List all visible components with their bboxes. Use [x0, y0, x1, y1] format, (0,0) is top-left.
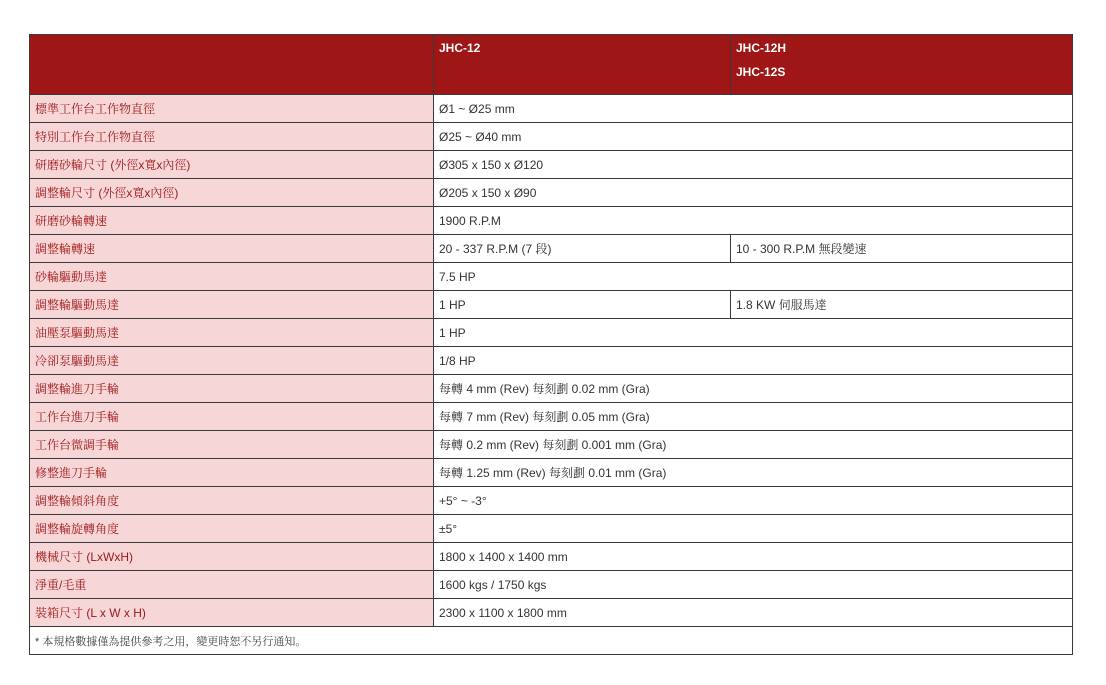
table-row [30, 263, 1073, 291]
spec-label: 調整輪驅動馬達 [30, 291, 434, 319]
spec-value: Ø1 ~ Ø25 mm [434, 95, 1073, 123]
table-row [30, 459, 1073, 487]
spec-label: 調整輪尺寸 (外徑x寬x內徑) [30, 179, 434, 207]
spec-value: 1 HP [434, 319, 1073, 347]
spec-value: 每轉 7 mm (Rev) 每刻劃 0.05 mm (Gra) [434, 403, 1073, 431]
spec-label: 修整進刀手輪 [30, 459, 434, 487]
spec-value: 7.5 HP [434, 263, 1073, 291]
spec-value: 每轉 0.2 mm (Rev) 每刻劃 0.001 mm (Gra) [434, 431, 1073, 459]
table-row [30, 403, 1073, 431]
spec-label: 研磨砂輪轉速 [30, 207, 434, 235]
spec-value: 每轉 4 mm (Rev) 每刻劃 0.02 mm (Gra) [434, 375, 1073, 403]
spec-label: 調整輪傾斜角度 [30, 487, 434, 515]
header-model-jhc-12: JHC-12 [434, 35, 731, 95]
footnote: * 本規格數據僅為提供參考之用，變更時恕不另行通知。 [30, 627, 1073, 655]
table-row [30, 151, 1073, 179]
spec-label: 裝箱尺寸 (L x W x H) [30, 599, 434, 627]
spec-value: Ø25 ~ Ø40 mm [434, 123, 1073, 151]
spec-label: 工作台進刀手輪 [30, 403, 434, 431]
header-empty-cell [30, 35, 434, 95]
spec-label: 工作台微調手輪 [30, 431, 434, 459]
spec-label: 冷卻泵驅動馬達 [30, 347, 434, 375]
spec-value: Ø205 x 150 x Ø90 [434, 179, 1073, 207]
spec-label: 特別工作台工作物直徑 [30, 123, 434, 151]
table-row [30, 291, 1073, 319]
table-row [30, 319, 1073, 347]
spec-value: 1600 kgs / 1750 kgs [434, 571, 1073, 599]
spec-label: 研磨砂輪尺寸 (外徑x寬x內徑) [30, 151, 434, 179]
table-row [30, 235, 1073, 263]
spec-value: 20 - 337 R.P.M (7 段) [434, 235, 731, 263]
spec-label: 調整輪旋轉角度 [30, 515, 434, 543]
spec-label: 調整輪轉速 [30, 235, 434, 263]
spec-table-container [29, 34, 1072, 655]
spec-label: 淨重/毛重 [30, 571, 434, 599]
spec-value: 1800 x 1400 x 1400 mm [434, 543, 1073, 571]
spec-label: 調整輪進刀手輪 [30, 375, 434, 403]
table-row [30, 179, 1073, 207]
table-row [30, 599, 1073, 627]
spec-value: 1/8 HP [434, 347, 1073, 375]
header-model-jhc-12s: JHC-12S [736, 65, 786, 79]
spec-label: 油壓泵驅動馬達 [30, 319, 434, 347]
table-row [30, 207, 1073, 235]
spec-label: 標準工作台工作物直徑 [30, 95, 434, 123]
table-header-row [30, 35, 1073, 95]
spec-value: ±5° [434, 515, 1073, 543]
table-row [30, 515, 1073, 543]
spec-value: 2300 x 1100 x 1800 mm [434, 599, 1073, 627]
table-row [30, 375, 1073, 403]
spec-value: Ø305 x 150 x Ø120 [434, 151, 1073, 179]
table-row [30, 487, 1073, 515]
spec-table [29, 34, 1073, 655]
spec-label: 機械尺寸 (LxWxH) [30, 543, 434, 571]
footnote-row [30, 627, 1073, 655]
spec-label: 砂輪驅動馬達 [30, 263, 434, 291]
spec-value-alt: 10 - 300 R.P.M 無段變速 [731, 235, 1073, 263]
header-model-jhc-12h: JHC-12H [736, 41, 787, 55]
spec-value-alt: 1.8 KW 伺服馬達 [731, 291, 1073, 319]
table-row [30, 571, 1073, 599]
table-row [30, 95, 1073, 123]
spec-value: +5° ~ -3° [434, 487, 1073, 515]
table-row [30, 431, 1073, 459]
spec-value: 每轉 1.25 mm (Rev) 每刻劃 0.01 mm (Gra) [434, 459, 1073, 487]
table-row [30, 123, 1073, 151]
spec-value: 1900 R.P.M [434, 207, 1073, 235]
header-model-jhc-12h-12s [731, 35, 1073, 95]
table-row [30, 543, 1073, 571]
table-row [30, 347, 1073, 375]
spec-value: 1 HP [434, 291, 731, 319]
